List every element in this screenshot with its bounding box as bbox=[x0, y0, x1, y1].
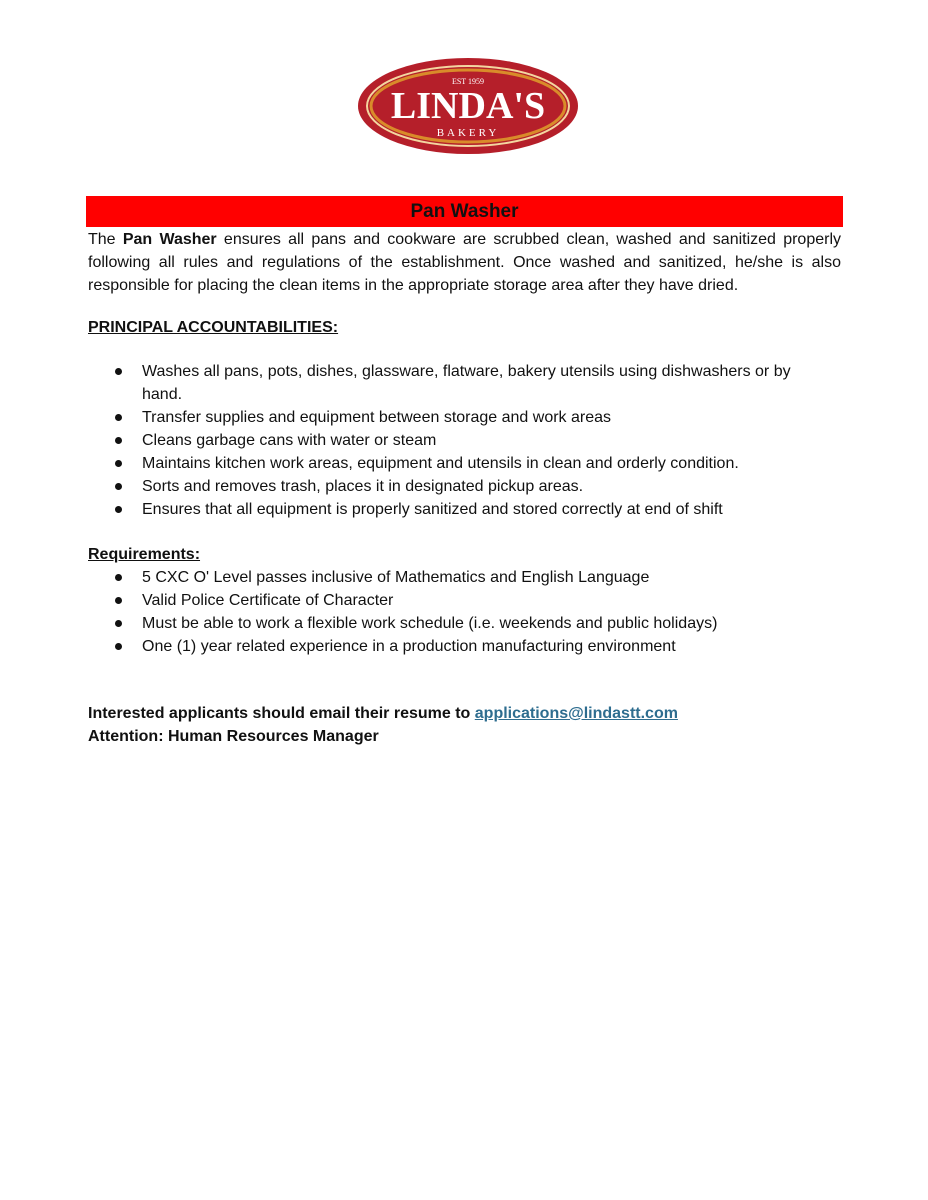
list-item-text: Valid Police Certificate of Character bbox=[142, 592, 394, 609]
list-item-text: One (1) year related experience in a production manufacturing environment bbox=[142, 638, 676, 655]
summary-text: ensures all pans and cookware are scrubbed clean, washed and sanitized properly following all rules and regulations of the establishment. Once washed and sanitized, he/she is also responsible for placing the clean items in the appropriate storage area after they have dried. bbox=[88, 231, 842, 294]
svg-text:BAKERY: BAKERY bbox=[436, 127, 500, 139]
email-link[interactable]: applications@lindastt.com bbox=[474, 705, 678, 722]
list-item bbox=[88, 566, 828, 589]
list-item bbox=[88, 475, 828, 498]
svg-text:LINDA'S: LINDA'S bbox=[390, 85, 546, 127]
svg-text:EST 1959: EST 1959 bbox=[451, 77, 485, 86]
list-item-text: 5 CXC O' Level passes inclusive of Mathematics and English Language bbox=[142, 569, 650, 586]
summary-prefix: The bbox=[88, 231, 123, 248]
list-item-text: Ensures that all equipment is properly sanitized and stored correctly at end of shift bbox=[142, 501, 723, 518]
bullet-icon bbox=[115, 620, 122, 627]
lindas-bakery-logo bbox=[356, 56, 580, 156]
list-item bbox=[88, 360, 828, 406]
bullet-icon bbox=[115, 437, 122, 444]
contact-attention: Attention: Human Resources Manager bbox=[88, 728, 379, 745]
list-item-text: Sorts and removes trash, places it in designated pickup areas. bbox=[142, 478, 584, 495]
principal-accountabilities-list bbox=[88, 360, 828, 521]
bullet-icon bbox=[115, 597, 122, 604]
principal-accountabilities-heading: PRINCIPAL ACCOUNTABILITIES: bbox=[88, 319, 339, 336]
bullet-icon bbox=[115, 643, 122, 650]
requirements-list bbox=[88, 566, 828, 658]
bullet-icon bbox=[115, 368, 122, 375]
summary-role-name: Pan Washer bbox=[122, 231, 217, 248]
bullet-icon bbox=[115, 460, 122, 467]
logo-emblem bbox=[356, 56, 580, 156]
list-item bbox=[88, 406, 828, 429]
job-title-bar bbox=[86, 196, 843, 227]
contact-instruction: Interested applicants should email their resume to bbox=[88, 705, 475, 722]
list-item bbox=[88, 429, 828, 452]
list-item bbox=[88, 498, 828, 521]
job-summary bbox=[88, 228, 841, 297]
list-item-text: Maintains kitchen work areas, equipment and utensils in clean and orderly condition. bbox=[142, 455, 739, 472]
list-item-text: Cleans garbage cans with water or steam bbox=[142, 432, 437, 449]
list-item-text: Must be able to work a flexible work schedule (i.e. weekends and public holidays) bbox=[142, 615, 718, 632]
list-item bbox=[88, 612, 828, 635]
list-item bbox=[88, 635, 828, 658]
list-item-text: Transfer supplies and equipment between storage and work areas bbox=[142, 409, 612, 426]
list-item bbox=[88, 452, 828, 475]
bullet-icon bbox=[115, 483, 122, 490]
requirements-heading: Requirements: bbox=[88, 546, 201, 563]
bullet-icon bbox=[115, 574, 122, 581]
list-item-text: Washes all pans, pots, dishes, glassware, flatware, bakery utensils using dishwashers or by hand. bbox=[142, 363, 791, 403]
contact-line-email bbox=[88, 702, 678, 725]
list-item bbox=[88, 589, 828, 612]
bullet-icon bbox=[115, 414, 122, 421]
application-contact bbox=[88, 702, 678, 748]
bullet-icon bbox=[115, 506, 122, 513]
job-title: Pan Washer bbox=[410, 201, 519, 222]
